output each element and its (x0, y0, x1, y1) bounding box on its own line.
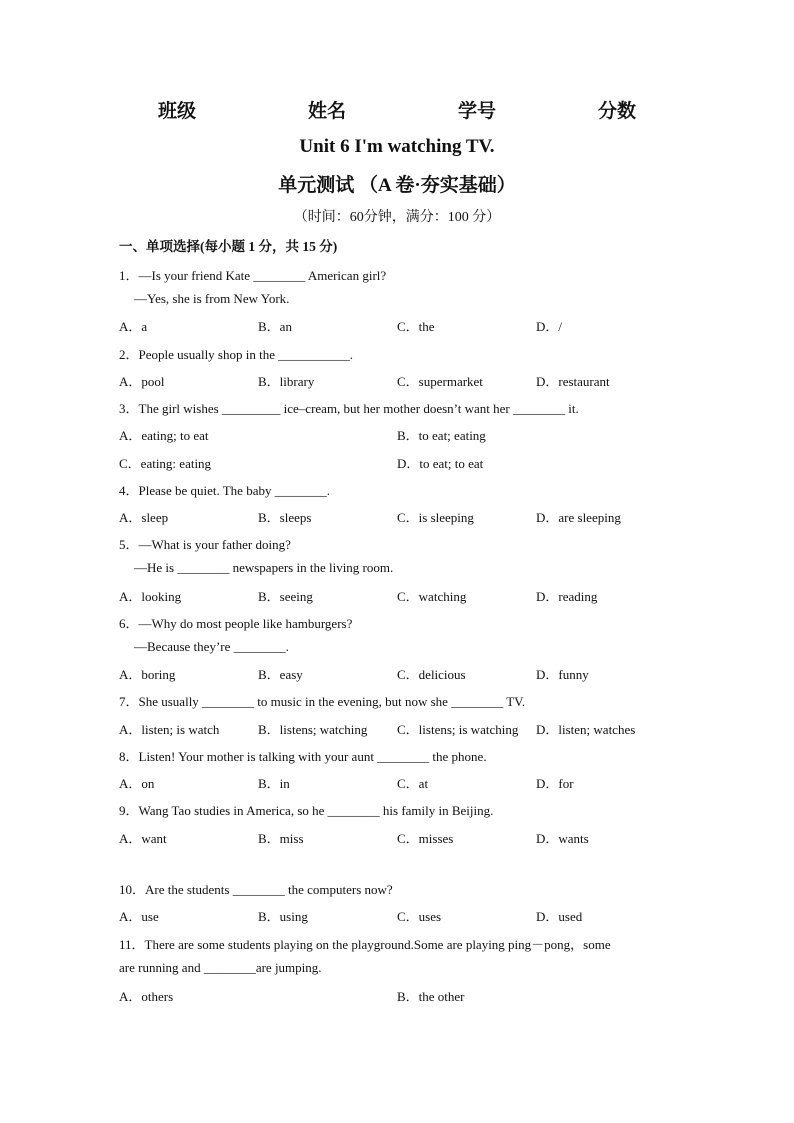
question-9-option-c: C．misses (397, 831, 454, 846)
question-3-option-d: D．to eat; to eat (397, 456, 484, 471)
question-8-option-c: C．at (397, 776, 429, 791)
name-label: 姓名 (308, 101, 347, 122)
question-6-line-2: —Because they’re ________. (134, 639, 289, 654)
question-5-option-c: C．watching (397, 589, 467, 604)
question-3-option-c: C．eating: eating (119, 456, 212, 471)
question-6-option-c: C．delicious (397, 667, 466, 682)
question-2-option-a: A．pool (119, 374, 165, 389)
question-6-option-d: D．funny (536, 667, 589, 682)
question-4-option-c: C．is sleeping (397, 510, 474, 525)
question-6-option-b: B．easy (258, 667, 303, 682)
question-9: 9．Wang Tao studies in America, so he ________ his family in Beijing. (119, 803, 494, 818)
question-8-option-d: D．for (536, 776, 574, 791)
question-10-option-a: A．use (119, 909, 159, 924)
question-4-option-b: B．sleeps (258, 510, 312, 525)
question-3-option-b: B．to eat; eating (397, 428, 486, 443)
question-7-option-a: A．listen; is watch (119, 722, 220, 737)
question-11-option-b: B．the other (397, 989, 465, 1004)
question-10-option-b: B．using (258, 909, 308, 924)
question-7-option-b: B．listens; watching (258, 722, 368, 737)
question-5-option-b: B．seeing (258, 589, 313, 604)
question-1-line-2: —Yes, she is from New York. (134, 291, 290, 306)
question-7-option-c: C．listens; is watching (397, 722, 519, 737)
question-4-option-a: A．sleep (119, 510, 169, 525)
question-9-option-b: B．miss (258, 831, 304, 846)
question-2-option-d: D．restaurant (536, 374, 610, 389)
question-3-option-a: A．eating; to eat (119, 428, 209, 443)
class-label: 班级 (158, 101, 197, 122)
question-9-option-a: A．want (119, 831, 167, 846)
question-7-option-d: D．listen; watches (536, 722, 636, 737)
question-11: 11．There are some students playing on the playground.Some are playing ping－pong，some (119, 937, 611, 952)
question-6: 6．—Why do most people like hamburgers? (119, 616, 353, 631)
question-8: 8．Listen! Your mother is talking with your aunt ________ the phone. (119, 749, 487, 764)
question-3: 3．The girl wishes _________ ice–cream, but her mother doesn’t want her ________ it. (119, 401, 579, 416)
question-4: 4．Please be quiet. The baby ________. (119, 483, 330, 498)
question-2-option-c: C．supermarket (397, 374, 483, 389)
question-2: 2．People usually shop in the ___________. (119, 347, 353, 362)
question-8-option-b: B．in (258, 776, 290, 791)
question-1-option-d: D．/ (536, 319, 563, 334)
question-1: 1．—Is your friend Kate ________ American girl? (119, 268, 387, 283)
question-6-option-a: A．boring (119, 667, 176, 682)
question-10: 10．Are the students ________ the computers now? (119, 882, 393, 897)
question-11-line-2: are running and ________are jumping. (119, 960, 322, 975)
test-info: （时间：60分钟，满分：100 分） (293, 210, 501, 225)
question-5-option-d: D．reading (536, 589, 598, 604)
question-1-option-a: A．a (119, 319, 148, 334)
test-title: 单元测试 （A 卷·夯实基础） (278, 175, 516, 196)
question-7: 7．She usually ________ to music in the evening, but now she ________ TV. (119, 694, 526, 709)
unit-title: Unit 6 I'm watching TV. (299, 136, 495, 157)
student-number-label: 学号 (458, 101, 497, 122)
question-5-option-a: A．looking (119, 589, 182, 604)
question-8-option-a: A．on (119, 776, 155, 791)
question-11-option-a: A．others (119, 989, 174, 1004)
section-heading: 一、单项选择(每小题 1 分，共 15 分) (119, 239, 338, 254)
question-1-option-b: B．an (258, 319, 292, 334)
question-4-option-d: D．are sleeping (536, 510, 621, 525)
question-2-option-b: B．library (258, 374, 315, 389)
question-1-option-c: C．the (397, 319, 435, 334)
question-5-line-2: —He is ________ newspapers in the living room. (134, 560, 394, 575)
question-5: 5．—What is your father doing? (119, 537, 291, 552)
question-10-option-c: C．uses (397, 909, 442, 924)
question-9-option-d: D．wants (536, 831, 589, 846)
score-label: 分数 (598, 101, 637, 122)
question-10-option-d: D．used (536, 909, 583, 924)
